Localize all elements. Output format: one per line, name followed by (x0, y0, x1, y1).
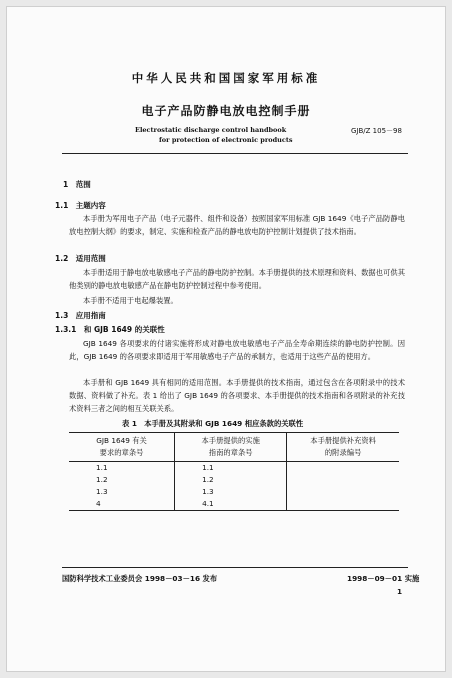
header-gjb-clause: GJB 1649 有关 要求的章条号 (69, 433, 175, 462)
section-1-2-heading: 1.2 适用范围 (55, 254, 106, 263)
table-cell: 1.3 (175, 486, 287, 498)
table-cell: 1.3 (96, 487, 108, 496)
table-cell: 4.1 (175, 498, 287, 511)
table-cell: 1.2 (175, 474, 287, 486)
footer-divider (62, 567, 408, 568)
section-1-3-1-heading: 1.3.1 和 GJB 1649 的关联性 (55, 325, 165, 334)
section-1-1-text: 本手册为军用电子产品（电子元器件、组件和设备）按照国家军用标准 GJB 1649《电子产品防静电放电控制大纲》的要求，制定、实施和检查产品的静电放电防护控制计划提供了技术指南。 (69, 214, 405, 236)
section-1-3-1-text-1: GJB 1649 各项要求的付诸实施将形成对静电放电敏感电子产品全寿命期连续的静电防护控制。因此，GJB 1649 的各项要求即适用于军用敏感电子产品的承制方，也适用于这些产品的使用方。 (69, 339, 405, 361)
table-caption: 表 1 本手册及其附录和 GJB 1649 相应条款的关联性 (122, 419, 304, 428)
section-1-2-text-2: 本手册不适用于电起爆装置。 (83, 296, 178, 305)
english-title-line1: Electrostatic discharge control handbook (135, 126, 287, 134)
english-title-line2: for protection of electronic products (159, 136, 293, 144)
document-title: 电子产品防静电放电控制手册 (141, 104, 311, 118)
table-cell: 1.1 (96, 463, 108, 472)
effective-date: 1998－09－01 实施 (347, 574, 420, 583)
table-cell (287, 498, 399, 511)
header-appendix-number: 本手册提供补充资料 的附录编号 (287, 433, 399, 462)
table-row (69, 474, 399, 486)
table-cell: 4 (69, 498, 175, 511)
header-divider (62, 153, 408, 154)
section-1-3-heading: 1.3 应用指南 (55, 311, 106, 320)
document-page (6, 6, 446, 672)
issue-date: 国防科学技术工业委员会 1998－03－16 发布 (62, 574, 218, 583)
table-row (69, 486, 399, 498)
page-number: 1 (397, 587, 403, 596)
table-header-row (69, 433, 399, 462)
relation-table (69, 432, 399, 511)
document-code: GJB/Z 105－98 (351, 127, 402, 135)
section-1-1-heading: 1.1 主题内容 (55, 201, 106, 210)
table-cell (287, 462, 399, 475)
section-1-3-1-text-2: 本手册和 GJB 1649 具有相同的适用范围。本手册提供的技术指南，通过包含在各项附录中的技术数据、资料做了补充。表 1 给出了 GJB 1649 的各项要求、本手册提供的技术指南和各项附录的补充技术资料三者之间的相互关联关系。 (69, 378, 405, 413)
table-row (69, 462, 399, 475)
table-cell: 1.1 (175, 462, 287, 475)
header-handbook-clause: 本手册提供的实施 指南的章条号 (175, 433, 287, 462)
standard-title: 中华人民共和国国家军用标准 (131, 71, 321, 85)
table-cell (287, 486, 399, 498)
section-1-2-text-1: 本手册适用于静电放电敏感电子产品的静电防护控制。本手册提供的技术原理和资料、数据也可供其他类别的静电放电敏感产品在静电防护控制过程中参考使用。 (69, 268, 405, 290)
table-cell: 1.2 (96, 475, 108, 484)
table-cell (287, 474, 399, 486)
table-row (69, 498, 399, 511)
section-1-heading: 1 范围 (63, 180, 91, 189)
